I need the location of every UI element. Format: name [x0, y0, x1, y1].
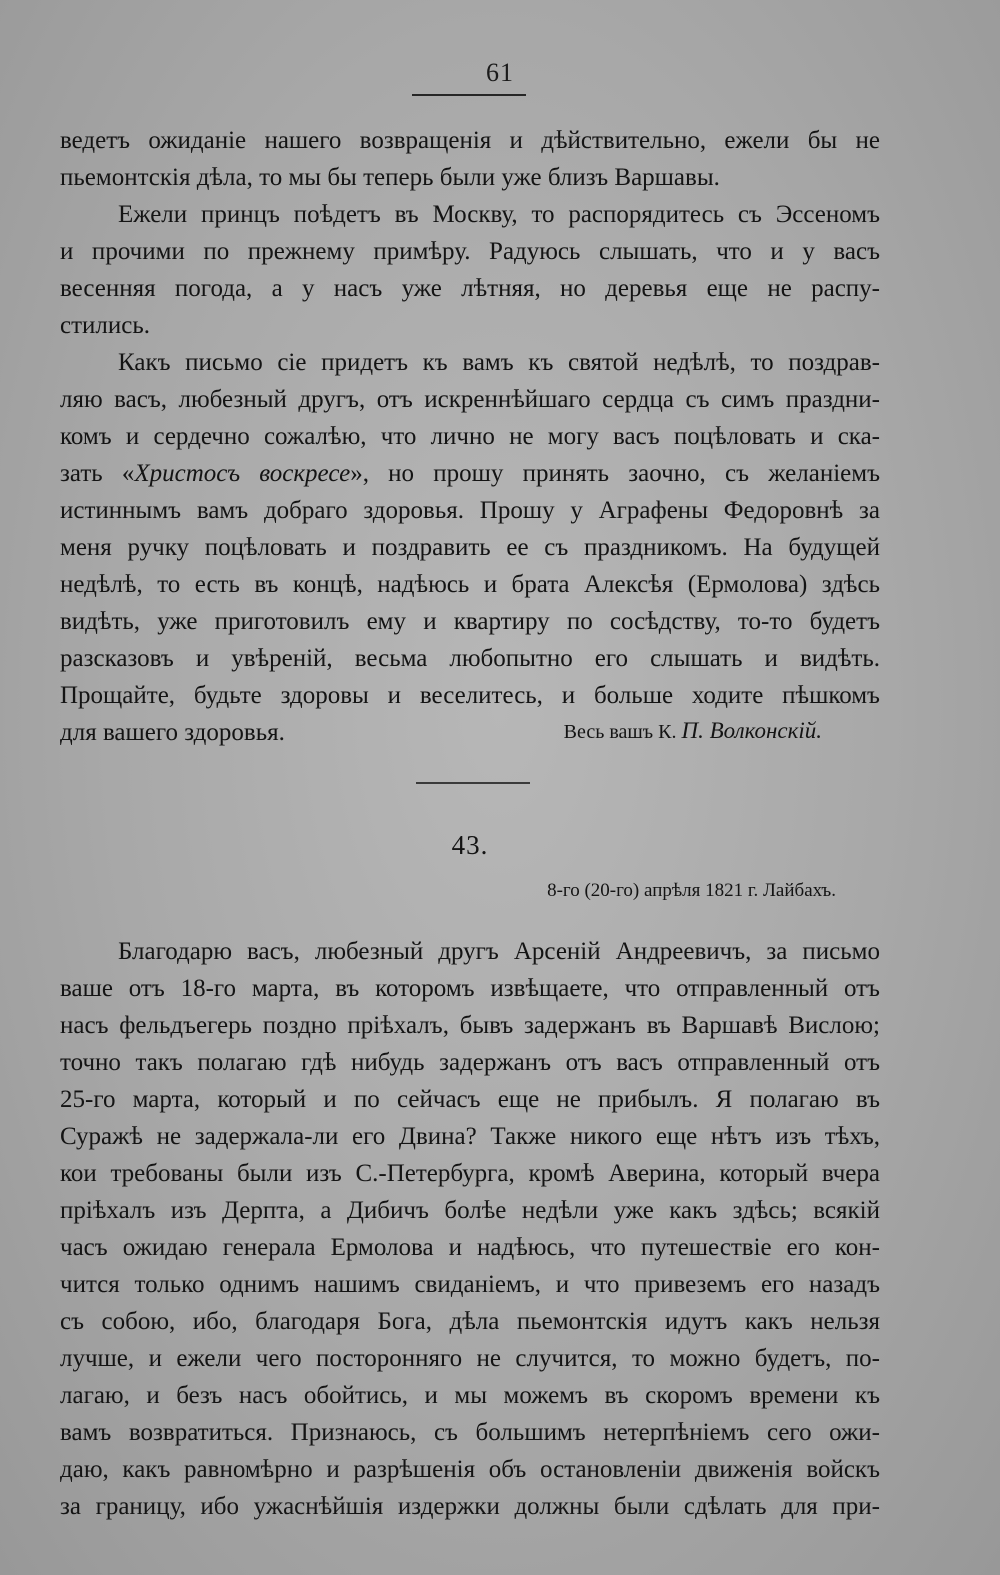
- signature: [60, 718, 822, 744]
- text-line: кои требованы были изъ С.-Петербурга, кромѣ Аверина, который вчера: [60, 1160, 880, 1187]
- text-line: насъ фельдъегерь поздно пріѣхалъ, бывъ задержанъ въ Варшавѣ Вислою;: [60, 1012, 880, 1039]
- section-divider: [416, 782, 530, 784]
- text-segment: », но прошу принять заочно, съ желаніемъ: [350, 460, 880, 487]
- text-line: видѣть, уже приготовилъ ему и квартиру по сосѣдству, то-то будетъ: [60, 608, 880, 635]
- signature-prefix: Весь вашъ К.: [563, 721, 682, 743]
- text-line: пьемонтскія дѣла, то мы бы теперь были уже близъ Варшавы.: [60, 164, 720, 191]
- text-line: разсказовъ и увѣреній, весьма любопытно его слышать и видѣть.: [60, 645, 880, 672]
- text-line: лучше, и ежели чего посторонняго не случится, то можно будетъ, по-: [60, 1345, 880, 1372]
- text-segment: зать «: [60, 460, 135, 487]
- text-line: часъ ожидаю генерала Ермолова и надѣюсь, что путешествіе его кон-: [60, 1234, 880, 1261]
- letter-number: 43.: [451, 830, 489, 860]
- header-rule: [412, 94, 526, 96]
- text-line: за границу, ибо ужаснѣйшія издержки должны были сдѣлать для при-: [60, 1493, 880, 1520]
- text-line: ваше отъ 18-го марта, въ которомъ извѣщаете, что отправленный отъ: [60, 975, 880, 1002]
- letter-dateline: 8-го (20-го) апрѣля 1821 г. Лайбахъ.: [547, 880, 836, 901]
- text-line: лагаю, и безъ насъ обойтись, и мы можемъ въ скоромъ времени къ: [60, 1382, 880, 1409]
- text-line: чится только однимъ нашимъ свиданіемъ, и что привеземъ его назадъ: [60, 1271, 880, 1298]
- text-line: истиннымъ вамъ добраго здоровья. Прошу у Аграфены Федоровнѣ за: [60, 497, 880, 524]
- text-line: недѣлѣ, то есть въ концѣ, надѣюсь и брата Алексѣя (Ермолова) здѣсь: [60, 571, 880, 598]
- letter-43-body: [60, 933, 880, 1525]
- text-line: стились.: [60, 312, 151, 339]
- signature-name: П. Волконскій.: [681, 718, 822, 743]
- text-line: даю, какъ равномѣрно и разрѣшенія объ остановленіи движенія войскъ: [60, 1456, 880, 1483]
- text-line: ведетъ ожиданіе нашего возвращенія и дѣйствительно, ежели бы не: [60, 127, 880, 154]
- italic-phrase: Христосъ воскресе: [134, 460, 351, 487]
- text-line: 25-го марта, который и по сейчасъ еще не прибылъ. Я полагаю въ: [60, 1086, 880, 1113]
- text-line: Благодарю васъ, любезный другъ Арсеній Андреевичъ, за письмо: [118, 938, 880, 965]
- text-line: для вашего здоровья.: [60, 719, 285, 746]
- text-line: Суражѣ не задержала-ли его Двина? Также никого еще нѣтъ изъ тѣхъ,: [60, 1123, 880, 1150]
- text-line: меня ручку поцѣловать и поздравить ее съ праздникомъ. На будущей: [60, 534, 880, 561]
- text-line: Ежели принцъ поѣдетъ въ Москву, то распорядитесь съ Эссеномъ: [118, 201, 880, 228]
- text-line: пріѣхалъ изъ Дерпта, а Дибичъ болѣе недѣли уже какъ здѣсь; всякій: [60, 1197, 880, 1224]
- page-number: 61: [486, 58, 514, 87]
- text-line: комъ и сердечно сожалѣю, что лично не могу васъ поцѣловать и ска-: [60, 423, 880, 450]
- text-line: ляю васъ, любезный другъ, отъ искреннѣйшаго сердца съ симъ праздни-: [60, 386, 880, 413]
- text-line: съ собою, ибо, благодаря Бога, дѣла пьемонтскія идутъ какъ нельзя: [60, 1308, 880, 1335]
- text-line: вамъ возвратиться. Признаюсь, съ большимъ нетерпѣніемъ сего ожи-: [60, 1419, 880, 1446]
- text-line: и прочими по прежнему примѣру. Радуюсь слышать, что и у васъ: [60, 238, 880, 265]
- text-line: весенняя погода, а у насъ уже лѣтняя, но деревья еще не распу-: [60, 275, 880, 302]
- text-line: точно такъ полагаю гдѣ нибудь задержанъ отъ васъ отправленный отъ: [60, 1049, 880, 1076]
- text-line: Прощайте, будьте здоровы и веселитесь, и больше ходите пѣшкомъ: [60, 682, 880, 709]
- text-line: Какъ письмо сіе придетъ къ вамъ къ святой недѣлѣ, то поздрав-: [118, 349, 880, 376]
- text-line: [60, 455, 880, 492]
- letter-42-body: [60, 122, 880, 751]
